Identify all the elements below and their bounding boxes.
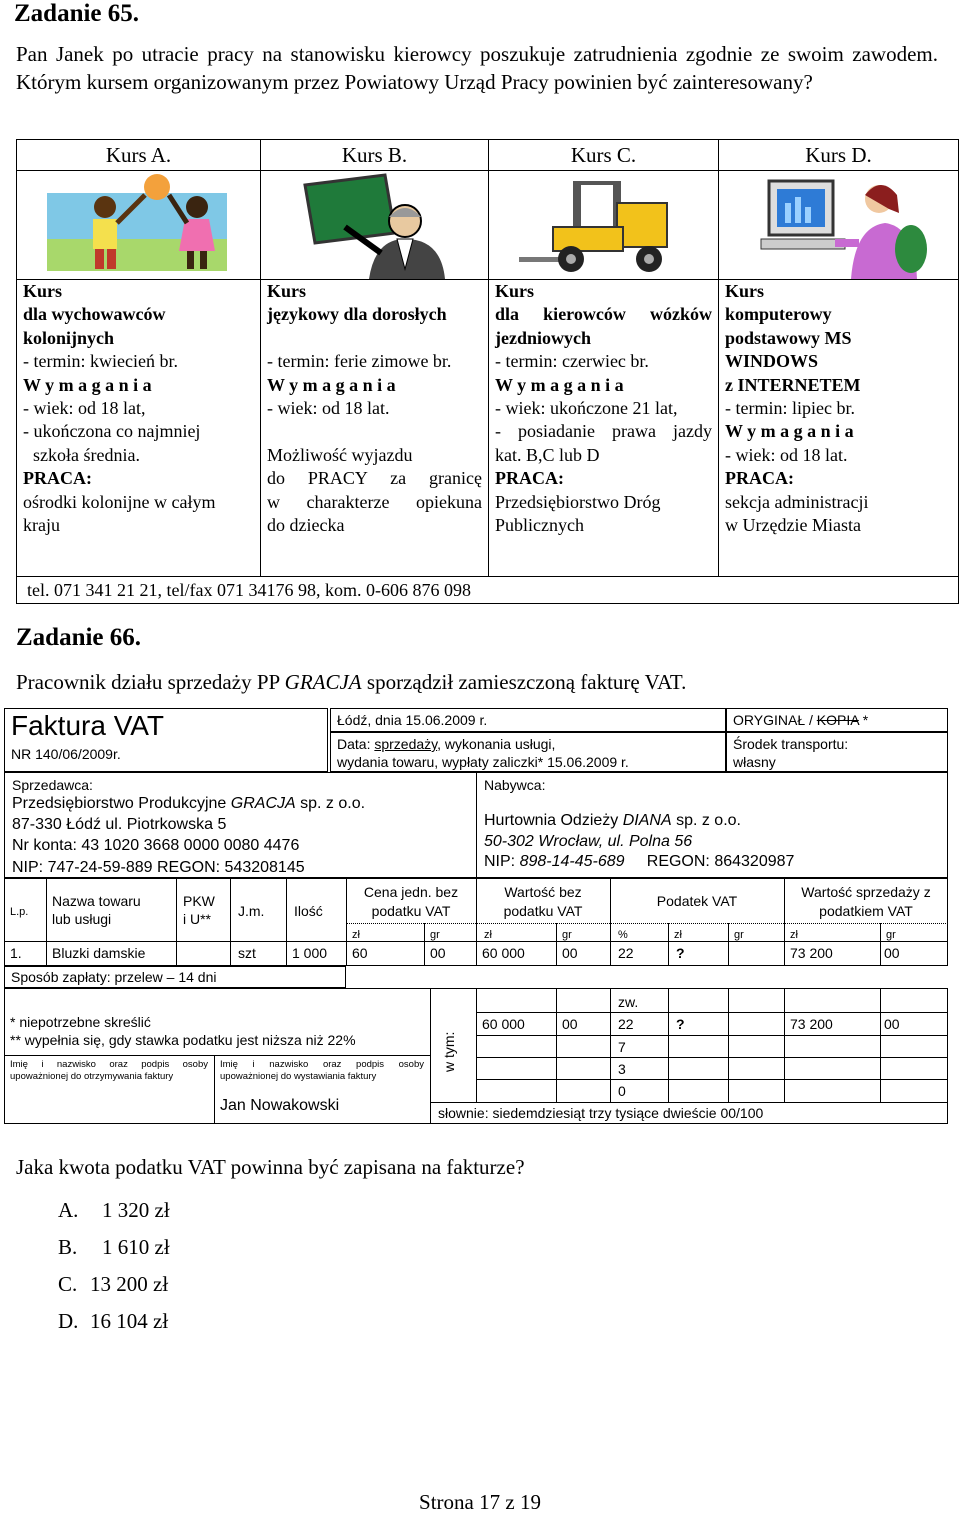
answer-b-letter: B. bbox=[58, 1235, 78, 1259]
course-b-title: Kurs bbox=[267, 281, 307, 301]
payment-box bbox=[4, 966, 346, 988]
course-d-term: - termin: lipiec br. bbox=[725, 398, 855, 419]
seller-name bbox=[12, 794, 365, 814]
teacher-board-icon bbox=[285, 173, 465, 279]
course-d-image-cell bbox=[719, 171, 959, 280]
course-c-requirements-label: W y m a g a n i a bbox=[495, 374, 624, 395]
invoice-date-box bbox=[330, 732, 726, 772]
answer-b[interactable] bbox=[58, 1229, 170, 1266]
course-a-header: Kurs A. bbox=[17, 140, 261, 171]
invoice-transport-box bbox=[726, 732, 948, 772]
course-c-title-line2: dla kierowców wózków bbox=[495, 304, 712, 325]
answer-d-letter: D. bbox=[58, 1309, 79, 1333]
buyer-name bbox=[484, 811, 741, 831]
row-name: Bluzki damskie bbox=[52, 945, 146, 961]
seller-name-italic: GRACJA bbox=[230, 795, 296, 812]
row-qty: 1 000 bbox=[292, 945, 328, 961]
course-a-req-3: szkoła średnia. bbox=[33, 444, 140, 465]
course-c-work-label: PRACA: bbox=[495, 468, 564, 489]
rate-0: 0 bbox=[618, 1083, 626, 1099]
buyer-nip: 898-14-45-689 bbox=[519, 853, 625, 870]
original-star: * bbox=[858, 712, 869, 728]
contact-info: tel. 071 341 21 21, tel/fax 071 34176 98, kom. 0-606 876 098 bbox=[17, 577, 959, 604]
note-1: * niepotrzebne skreślić bbox=[10, 1014, 151, 1030]
issuer-name: Jan Nowakowski bbox=[220, 1097, 340, 1114]
row-price-zl: 60 bbox=[352, 945, 368, 961]
rate-3: 3 bbox=[618, 1061, 626, 1077]
course-a-image-cell bbox=[17, 171, 261, 280]
col-price-1: Cena jedn. bez bbox=[363, 884, 459, 900]
answer-a-letter: A. bbox=[58, 1198, 79, 1222]
course-c-image-cell bbox=[489, 171, 719, 280]
col-price-2: podatku VAT bbox=[371, 903, 451, 919]
row-gross-zl: 73 200 bbox=[790, 945, 833, 961]
course-a-title-line2: dla wychowawców bbox=[23, 304, 166, 325]
amount-in-words: słownie: siedemdziesiąt trzy tysiące dwieście 00/100 bbox=[438, 1105, 764, 1121]
buyer-name-italic: DIANA bbox=[622, 812, 672, 829]
course-d-description bbox=[719, 280, 959, 577]
sum-gross-gr: 00 bbox=[884, 1016, 900, 1032]
course-b-description bbox=[261, 280, 489, 577]
invoice-original-box bbox=[726, 708, 948, 732]
buyer-label: Nabywca: bbox=[484, 777, 546, 793]
invoice-date-line1 bbox=[337, 735, 555, 753]
task-65-question: Pan Janek po utracie pracy na stanowisku kierowcy poszukuje zatrudnienia zgodnie ze swoim zawodem. Którym kursem organizowanym przez Powiatowy Urząd Pracy powinien być zainteresowany? bbox=[16, 42, 938, 94]
answer-d-text: 16 104 zł bbox=[90, 1309, 169, 1333]
course-c-title: Kurs bbox=[495, 281, 535, 301]
course-d-req-1: - wiek: od 18 lat. bbox=[725, 444, 848, 465]
task-65-title: Zadanie 65. bbox=[14, 0, 140, 27]
invoice-place-date-box bbox=[330, 708, 726, 732]
course-c-header: Kurs C. bbox=[489, 140, 719, 171]
course-a-term: - termin: kwiecień br. bbox=[23, 351, 178, 372]
course-d-title-line5: z INTERNETEM bbox=[725, 374, 861, 395]
seller-name-pre: Przedsiębiorstwo Produkcyjne bbox=[12, 795, 231, 812]
transport-value: własny bbox=[733, 754, 776, 770]
invoice-place-date: Łódź, dnia 15.06.2009 r. bbox=[337, 712, 488, 728]
answer-a[interactable] bbox=[58, 1192, 170, 1229]
in-that-label: w tym: bbox=[441, 1031, 457, 1072]
row-value-gr: 00 bbox=[562, 945, 578, 961]
task-66-question: Jaka kwota podatku VAT powinna być zapisana na fakturze? bbox=[16, 1155, 525, 1179]
unit-vat-zl: zł bbox=[674, 929, 682, 941]
col-pkw-2: i U** bbox=[183, 911, 212, 927]
rate-zw: zw. bbox=[618, 994, 639, 1010]
buyer-nip-label: NIP: bbox=[484, 853, 520, 870]
children-ball-icon bbox=[37, 173, 237, 279]
col-qty: Ilość bbox=[294, 903, 323, 919]
col-pkw-1: PKW bbox=[183, 893, 215, 909]
course-a-requirements-label: W y m a g a n i a bbox=[23, 374, 152, 395]
course-b-image-cell bbox=[261, 171, 489, 280]
sum-gross-zl: 73 200 bbox=[790, 1016, 833, 1032]
course-c-req-3: kat. B,C lub D bbox=[495, 444, 600, 465]
intro-text: Pracownik działu sprzedaży PP bbox=[16, 670, 285, 694]
row-jm: szt bbox=[238, 945, 256, 961]
page-number: Strona 17 z 19 bbox=[419, 1490, 541, 1514]
col-value-2: podatku VAT bbox=[503, 903, 583, 919]
answers-list bbox=[58, 1192, 170, 1340]
course-d-work-2: w Urzędzie Miasta bbox=[725, 515, 861, 536]
course-a-title-line3: kolonijnych bbox=[23, 327, 115, 348]
course-c-req-2: - posiadanie prawa jazdy bbox=[495, 421, 712, 442]
seller-ids: NIP: 747-24-59-889 REGON: 543208145 bbox=[12, 859, 305, 876]
invoice-title: Faktura VAT bbox=[11, 710, 165, 741]
col-jm: J.m. bbox=[238, 903, 265, 919]
course-c-term: - termin: czerwiec br. bbox=[495, 351, 649, 372]
unit-vat-pct: % bbox=[618, 929, 628, 941]
row-vat-zl: ? bbox=[676, 945, 685, 961]
col-gross-2: podatkiem VAT bbox=[819, 903, 913, 919]
course-a-title: Kurs bbox=[23, 281, 63, 301]
answer-d[interactable] bbox=[58, 1303, 170, 1340]
row-vat-pct: 22 bbox=[618, 945, 634, 961]
row-value-zl: 60 000 bbox=[482, 945, 525, 961]
invoice-title-box bbox=[4, 708, 328, 772]
course-a-work-1: ośrodki kolonijne w całym bbox=[23, 491, 216, 512]
date-rest: , wykonania usługi, bbox=[437, 736, 556, 752]
col-lp: L.p. bbox=[10, 906, 29, 918]
date-label: Data: bbox=[337, 736, 375, 752]
answer-c[interactable] bbox=[58, 1266, 170, 1303]
course-b-term: - termin: ferie zimowe br. bbox=[267, 351, 452, 372]
answer-b-text: 1 610 zł bbox=[102, 1235, 170, 1259]
course-d-title-line3: podstawowy MS bbox=[725, 327, 852, 348]
date-sale: sprzedaży bbox=[374, 736, 438, 752]
course-b-req-1: - wiek: od 18 lat. bbox=[267, 398, 390, 419]
course-d-title: Kurs bbox=[725, 281, 765, 301]
sum-vat-pct: 22 bbox=[618, 1016, 634, 1032]
col-value-1: Wartość bez bbox=[504, 884, 582, 900]
unit-gross-gr: gr bbox=[886, 929, 896, 941]
course-a-description bbox=[17, 280, 261, 577]
intro-company: GRACJA bbox=[284, 670, 362, 694]
course-c-work-1: Przedsiębiorstwo Dróg bbox=[495, 491, 661, 512]
unit-price-gr: gr bbox=[430, 929, 440, 941]
answer-c-text: 13 200 zł bbox=[90, 1272, 169, 1296]
rate-7: 7 bbox=[618, 1039, 626, 1055]
answer-c-letter: C. bbox=[58, 1272, 78, 1296]
unit-value-gr: gr bbox=[562, 929, 572, 941]
col-vat: Podatek VAT bbox=[656, 893, 738, 909]
copy-label: KOPIA bbox=[816, 712, 859, 728]
row-gross-gr: 00 bbox=[884, 945, 900, 961]
course-b-title-line2: językowy dla dorosłych bbox=[267, 304, 447, 325]
course-c-req-1: - wiek: ukończone 21 lat, bbox=[495, 398, 678, 419]
course-d-title-line4: WINDOWS bbox=[725, 351, 819, 372]
course-a-work-2: kraju bbox=[23, 515, 60, 536]
course-d-requirements-label: W y m a g a n i a bbox=[725, 421, 854, 442]
note-2: ** wypełnia się, gdy stawka podatku jest niższa niż 22% bbox=[10, 1032, 356, 1048]
sign-issuer-label: Imię i nazwisko oraz podpis osoby upoważnionej do wystawiania faktury bbox=[220, 1059, 424, 1082]
seller-name-post: sp. z o.o. bbox=[295, 795, 366, 812]
unit-price-zl: zł bbox=[352, 929, 360, 941]
answer-a-text: 1 320 zł bbox=[102, 1198, 170, 1222]
col-name-2: lub usługi bbox=[52, 911, 112, 927]
unit-value-zl: zł bbox=[484, 929, 492, 941]
row-price-gr: 00 bbox=[430, 945, 446, 961]
buyer-address: 50-302 Wrocław, ul. Polna 56 bbox=[484, 833, 693, 850]
seller-label: Sprzedawca: bbox=[12, 777, 93, 793]
sum-value-gr: 00 bbox=[562, 1016, 578, 1032]
course-a-work-label: PRACA: bbox=[23, 468, 92, 489]
col-gross-1: Wartość sprzedaży z bbox=[801, 884, 931, 900]
course-d-work-label: PRACA: bbox=[725, 468, 794, 489]
original-label: ORYGINAŁ / bbox=[733, 712, 817, 728]
col-name-1: Nazwa towaru bbox=[52, 893, 141, 909]
seller-account: Nr konta: 43 1020 3668 0000 0080 4476 bbox=[12, 837, 300, 854]
payment-method: Sposób zapłaty: przelew – 14 dni bbox=[11, 969, 217, 985]
sign-receiver-label: Imię i nazwisko oraz podpis osoby upoważnionej do otrzymywania faktury bbox=[10, 1059, 208, 1082]
course-a-req-2: - ukończona co najmniej bbox=[23, 421, 201, 442]
courses-table bbox=[16, 139, 959, 604]
unit-gross-zl: zł bbox=[790, 929, 798, 941]
course-c-description bbox=[489, 280, 719, 577]
course-b-extra-3: w charakterze opiekuna bbox=[267, 491, 482, 512]
course-b-extra-1: Możliwość wyjazdu bbox=[267, 444, 413, 465]
invoice-date-line2: wydania towaru, wypłaty zaliczki* 15.06.2009 r. bbox=[337, 754, 629, 770]
invoice-original bbox=[733, 711, 868, 729]
buyer-name-post: sp. z o.o. bbox=[671, 812, 741, 829]
buyer-regon: REGON: 864320987 bbox=[624, 853, 795, 870]
course-c-title-line3: jezdniowych bbox=[495, 327, 591, 348]
course-b-extra-2: do PRACY za granicę bbox=[267, 468, 482, 489]
course-b-extra-4: do dziecka bbox=[267, 515, 345, 536]
course-b-requirements-label: W y m a g a n i a bbox=[267, 374, 396, 395]
buyer-ids bbox=[484, 852, 794, 872]
invoice-number: NR 140/06/2009r. bbox=[11, 746, 121, 762]
intro-text-end: sporządził zamieszczoną fakturę VAT. bbox=[361, 670, 687, 694]
course-d-title-line2: komputerowy bbox=[725, 304, 832, 325]
course-d-header: Kurs D. bbox=[719, 140, 959, 171]
course-c-work-2: Publicznych bbox=[495, 515, 584, 536]
row-lp: 1. bbox=[10, 945, 22, 961]
buyer-name-pre: Hurtownia Odzieży bbox=[484, 812, 623, 829]
course-b-header: Kurs B. bbox=[261, 140, 489, 171]
transport-label: Środek transportu: bbox=[733, 736, 849, 752]
course-d-work-1: sekcja administracji bbox=[725, 491, 869, 512]
computer-user-icon bbox=[739, 173, 939, 279]
course-a-req-1: - wiek: od 18 lat, bbox=[23, 398, 146, 419]
sum-vat-zl: ? bbox=[676, 1016, 685, 1032]
seller-address: 87-330 Łódź ul. Piotrkowska 5 bbox=[12, 816, 227, 833]
forklift-icon bbox=[513, 173, 693, 279]
task-66-intro bbox=[16, 668, 686, 696]
task-66-title: Zadanie 66. bbox=[16, 624, 142, 651]
unit-vat-gr: gr bbox=[734, 929, 744, 941]
sum-value-zl: 60 000 bbox=[482, 1016, 525, 1032]
